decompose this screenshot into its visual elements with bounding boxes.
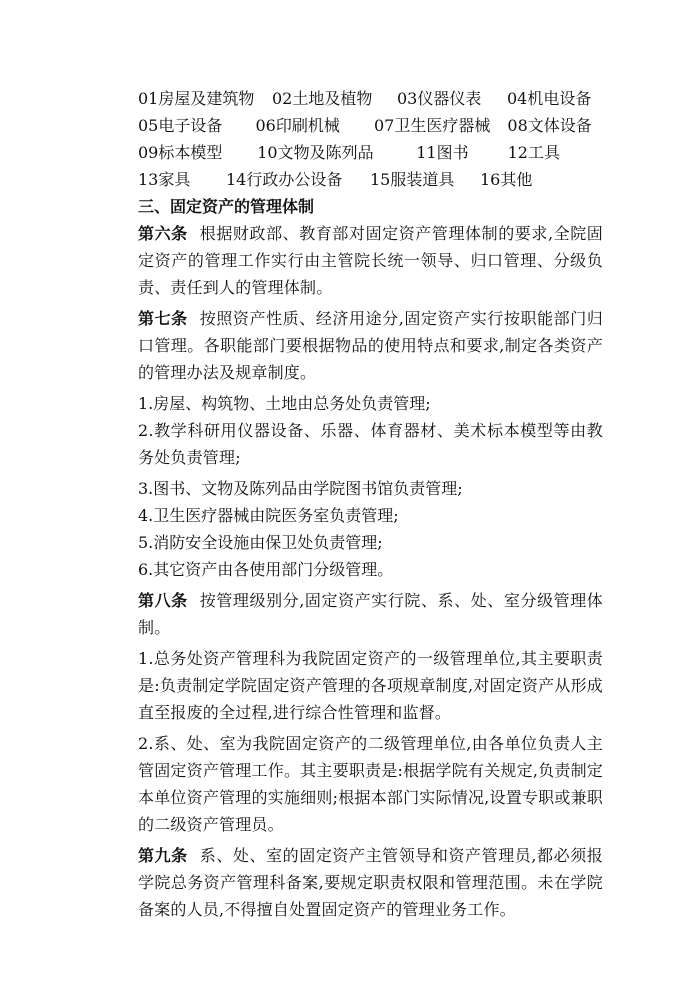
- article-text: 根据财政部、教育部对固定资产管理体制的要求,全院固定资产的管理工作实行由主管院长统一领导、归口管理、分级负责、责任到人的管理体制。: [138, 224, 603, 297]
- article-label: 第七条: [138, 309, 188, 328]
- article-9: [138, 842, 603, 923]
- article-6: [138, 220, 603, 301]
- article-text: 按照资产性质、经济用途分,固定资产实行按职能部门归口管理。各职能部门要根据物品的使用特点和要求,制定各类资产的管理办法及规章制度。: [138, 309, 603, 382]
- category-item: 10文物及陈列品: [257, 143, 374, 162]
- category-item: 16其他: [480, 170, 533, 189]
- article-text: 系、处、室的固定资产主管领导和资产管理员,都必须报学院总务资产管理科备案,要规定职责权限和管理范围。未在学院备案的人员,不得擅自处置固定资产的管理业务工作。: [138, 846, 603, 919]
- section-heading: 三、固定资产的管理体制: [138, 197, 315, 216]
- category-row: [138, 166, 603, 193]
- article-8: [138, 587, 603, 641]
- category-item: 09标本模型: [138, 143, 223, 162]
- article-7: [138, 305, 603, 386]
- category-item: 06印刷机械: [255, 116, 340, 135]
- category-item: 03仪器仪表: [397, 89, 482, 108]
- list-item: 6.其它资产由各使用部门分级管理。: [138, 560, 394, 579]
- list-item: 2.系、处、室为我院固定资产的二级管理单位,由各单位负责人主管固定资产管理工作。其主要职责是:根据学院有关规定,负责制定本单位资产管理的实施细则;根据本部门实际情况,设置专职或兼职的二级资产管理员。: [138, 734, 603, 834]
- category-item: 04机电设备: [507, 89, 592, 108]
- article-label: 第九条: [138, 846, 188, 865]
- category-row: [138, 139, 603, 166]
- list-item: 1.总务处资产管理科为我院固定资产的一级管理单位,其主要职责是:负责制定学院固定资产管理的各项规章制度,对固定资产从形成直至报废的全过程,进行综合性管理和监督。: [138, 649, 603, 722]
- category-item: 08文体设备: [507, 116, 592, 135]
- category-item: 15服装道具: [370, 170, 455, 189]
- category-row: [138, 85, 603, 112]
- list-item: 2.教学科研用仪器设备、乐器、体育器材、美术标本模型等由教务处负责管理;: [138, 421, 603, 467]
- list-item: 4.卫生医疗器械由院医务室负责管理;: [138, 506, 399, 525]
- list-item: 1.房屋、构筑物、土地由总务处负责管理;: [138, 394, 431, 413]
- list-item: 3.图书、文物及陈列品由学院图书馆负责管理;: [138, 479, 463, 498]
- category-item: 07卫生医疗器械: [373, 116, 491, 135]
- category-item: 11图书: [416, 143, 469, 162]
- article-text: 按管理级别分,固定资产实行院、系、处、室分级管理体制。: [138, 591, 603, 637]
- category-item: 14行政办公设备: [226, 170, 343, 189]
- article-label: 第六条: [138, 224, 188, 243]
- article-label: 第八条: [138, 591, 188, 610]
- category-item: 13家具: [138, 170, 191, 189]
- list-item: 5.消防安全设施由保卫处负责管理;: [138, 533, 383, 552]
- category-item: 12工具: [507, 143, 560, 162]
- category-item: 02土地及植物: [272, 89, 373, 108]
- document-body: [138, 85, 603, 923]
- category-item: 05电子设备: [138, 116, 223, 135]
- category-item: 01房屋及建筑物: [138, 89, 255, 108]
- category-row: [138, 112, 603, 139]
